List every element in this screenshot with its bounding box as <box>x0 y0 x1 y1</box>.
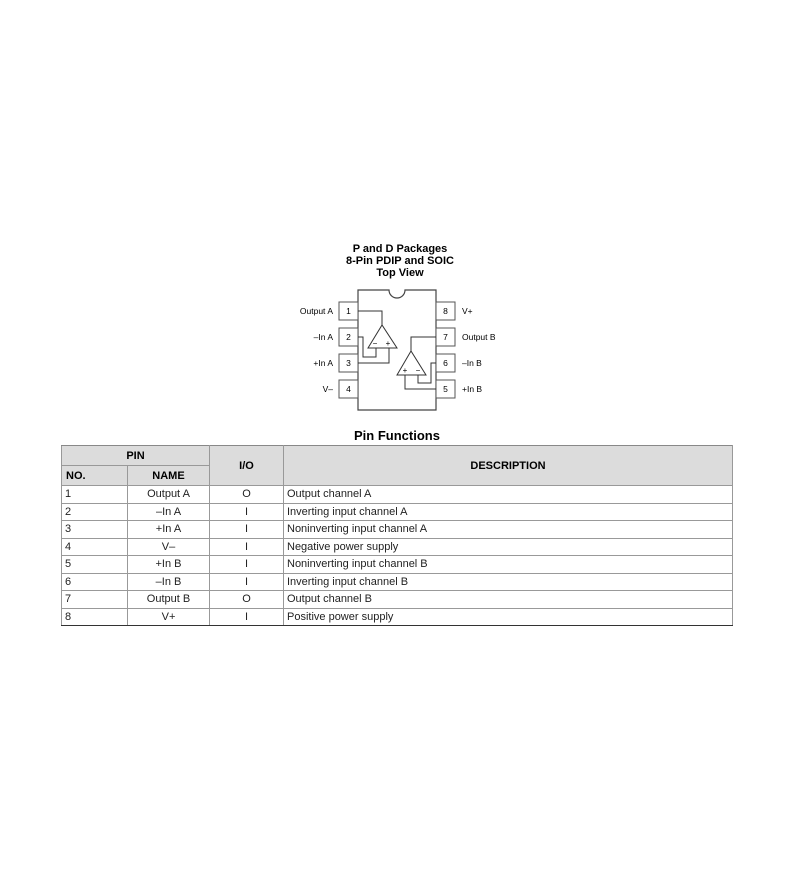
pin-1 <box>300 302 358 320</box>
pin-label: –In B <box>462 358 482 368</box>
cell-no: 2 <box>62 503 128 521</box>
table-row <box>62 538 733 556</box>
cell-no: 5 <box>62 556 128 574</box>
table-row <box>62 556 733 574</box>
header-no: NO. <box>62 466 128 486</box>
svg-text:2: 2 <box>346 332 351 342</box>
cell-no: 6 <box>62 573 128 591</box>
cell-io: I <box>210 556 284 574</box>
cell-description: Negative power supply <box>284 538 733 556</box>
pinout-diagram <box>280 284 520 419</box>
pin-7 <box>436 328 496 346</box>
pin-5 <box>436 380 482 398</box>
cell-io: I <box>210 503 284 521</box>
cell-no: 8 <box>62 608 128 626</box>
pin-label: V– <box>322 384 333 394</box>
svg-text:+: + <box>385 339 391 348</box>
pin-label: –In A <box>313 332 333 342</box>
cell-name: V+ <box>128 608 210 626</box>
table-row <box>62 503 733 521</box>
cell-io: O <box>210 486 284 504</box>
package-title-line: P and D Packages <box>352 243 448 255</box>
svg-text:3: 3 <box>346 358 351 368</box>
pin-label: Output A <box>299 306 333 316</box>
cell-description: Output channel B <box>284 591 733 609</box>
svg-text:+: + <box>402 366 408 375</box>
svg-text:7: 7 <box>443 332 448 342</box>
cell-name: Output A <box>128 486 210 504</box>
cell-description: Noninverting input channel B <box>284 556 733 574</box>
pin-functions-table <box>61 445 733 626</box>
cell-no: 7 <box>62 591 128 609</box>
cell-name: +In B <box>128 556 210 574</box>
cell-no: 3 <box>62 521 128 539</box>
chip-body <box>358 290 436 410</box>
cell-name: Output B <box>128 591 210 609</box>
pin-label: +In B <box>462 384 483 394</box>
pin-8 <box>436 302 473 320</box>
pin-functions-title: Pin Functions <box>354 428 440 443</box>
table-row <box>62 486 733 504</box>
pin-label: V+ <box>462 306 473 316</box>
cell-name: V– <box>128 538 210 556</box>
header-io: I/O <box>210 446 284 486</box>
cell-description: Positive power supply <box>284 608 733 626</box>
pin-4 <box>323 380 358 398</box>
table-row <box>62 591 733 609</box>
svg-text:5: 5 <box>443 384 448 394</box>
header-name: NAME <box>128 466 210 486</box>
svg-text:4: 4 <box>346 384 351 394</box>
cell-description: Inverting input channel B <box>284 573 733 591</box>
cell-name: –In B <box>128 573 210 591</box>
table-row <box>62 521 733 539</box>
svg-text:8: 8 <box>443 306 448 316</box>
package-title-line: 8-Pin PDIP and SOIC <box>346 255 454 267</box>
pin-3 <box>313 354 358 372</box>
package-title <box>300 243 500 279</box>
header-pin: PIN <box>62 446 210 466</box>
cell-io: I <box>210 608 284 626</box>
cell-io: I <box>210 521 284 539</box>
cell-description: Inverting input channel A <box>284 503 733 521</box>
cell-io: I <box>210 538 284 556</box>
pin-label: Output B <box>462 332 496 342</box>
pin-label: +In A <box>313 358 333 368</box>
svg-text:6: 6 <box>443 358 448 368</box>
cell-no: 4 <box>62 538 128 556</box>
cell-description: Noninverting input channel A <box>284 521 733 539</box>
cell-description: Output channel A <box>284 486 733 504</box>
cell-no: 1 <box>62 486 128 504</box>
cell-name: +In A <box>128 521 210 539</box>
svg-text:−: − <box>415 366 421 375</box>
cell-io: O <box>210 591 284 609</box>
pin-6 <box>436 354 482 372</box>
cell-name: –In A <box>128 503 210 521</box>
package-title-line: Top View <box>376 267 424 279</box>
table-row <box>62 608 733 626</box>
cell-io: I <box>210 573 284 591</box>
header-description: DESCRIPTION <box>284 446 733 486</box>
pin-2 <box>314 328 358 346</box>
svg-text:1: 1 <box>346 306 351 316</box>
table-row <box>62 573 733 591</box>
svg-text:−: − <box>372 339 378 348</box>
